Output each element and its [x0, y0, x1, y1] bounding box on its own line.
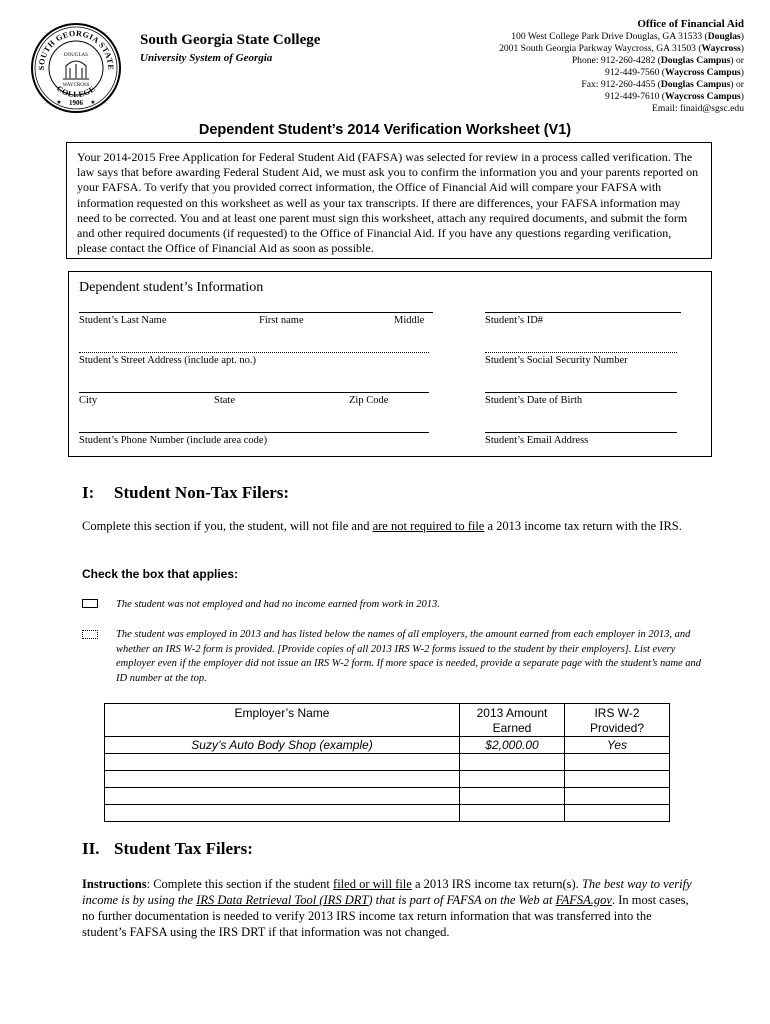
- w2-cell[interactable]: [565, 788, 670, 805]
- section2-title: Student Tax Filers:: [114, 839, 253, 858]
- email-label: Student’s Email Address: [485, 435, 589, 446]
- office-contact-block: [424, 18, 744, 115]
- intro-box: [66, 142, 712, 259]
- amount-cell[interactable]: [460, 754, 565, 771]
- example-amount: $2,000.00: [460, 737, 565, 754]
- section2-number: II.: [82, 839, 100, 858]
- option1-text: The student was not employed and had no income earned from work in 2013.: [116, 599, 440, 610]
- office-phone-waycross: 912-449-7560 (Waycross Campus): [605, 67, 744, 78]
- last-name-label: Student’s Last Name: [79, 315, 167, 326]
- ssn-field-line[interactable]: [485, 352, 677, 353]
- section2-heading: [82, 839, 253, 859]
- college-seal-logo: [30, 22, 122, 114]
- intro-text: Your 2014-2015 Free Application for Federal Student Aid (FAFSA) was selected for review in a process called verification. The law says that before awarding Federal Student Aid, we must ask you to confirm the information you and your parents reported on your FAFSA. To verify that you provided correct information, the Office of Financial Aid will compare your FAFSA with information requested on this worksheet as well as your tax transcripts. If there are differences, your FAFSA information may need to be corrected. You and at least one parent must sign this worksheet, attach any required documents, and submit the form and other required documents (if requested) to the Office of Financial Aid. If you have any questions regarding verification, please contact the Office of Financial Aid as soon as possible.: [77, 150, 699, 256]
- employer-name-cell[interactable]: [105, 754, 460, 771]
- dob-field-line[interactable]: [485, 392, 677, 393]
- w2-cell[interactable]: [565, 771, 670, 788]
- irs-drt-link[interactable]: IRS Data Retrieval Tool (IRS DRT: [196, 893, 369, 907]
- middle-name-label: Middle: [394, 315, 425, 326]
- seal-ring-bottom-text: COLLEGE: [54, 83, 98, 100]
- section1-description: Complete this section if you, the student, will not file and are not required to file a 2013 income tax return with the IRS.: [82, 519, 682, 533]
- section1-number: I:: [82, 483, 95, 502]
- street-field-line[interactable]: [79, 352, 429, 353]
- system-name: University System of Georgia: [140, 52, 273, 64]
- section1-heading: [82, 483, 289, 503]
- email-field-line[interactable]: [485, 432, 677, 433]
- table-row: [105, 754, 670, 771]
- example-w2: Yes: [565, 737, 670, 754]
- seal-star-right-icon: ★: [90, 100, 96, 106]
- phone-field-line[interactable]: [79, 432, 429, 433]
- amount-earned-header: 2013 Amount Earned: [460, 704, 565, 737]
- check-box-heading: Check the box that applies:: [82, 567, 239, 581]
- student-info-title: Dependent student’s Information: [79, 280, 264, 295]
- seal-center-bottom-text: WAYCROSS: [62, 83, 90, 88]
- phone-label: Student’s Phone Number (include area code): [79, 435, 268, 446]
- city-label: City: [79, 395, 98, 406]
- seal-arch-icon: [63, 61, 89, 79]
- office-title: Office of Financial Aid: [637, 18, 744, 30]
- amount-cell[interactable]: [460, 805, 565, 822]
- employer-table-header: [105, 704, 670, 737]
- w2-cell[interactable]: [565, 805, 670, 822]
- office-phone-douglas: Phone: 912-260-4282 (Douglas Campus) or: [571, 55, 744, 66]
- employer-name-cell[interactable]: [105, 771, 460, 788]
- employer-name-cell[interactable]: [105, 788, 460, 805]
- section2-instructions: Instructions: Complete this section if the student filed or will file a 2013 IRS income tax return(s). The best way to verify income is by using the IRS Data Retrieval Tool (IRS DRT) that is part of FAFSA on the Web at FAFSA.gov. In most cases, no further documentation is needed to verify 2013 IRS income tax return information that was transferred into the student’s FAFSA using the IRS DRT if that information was not changed.: [82, 877, 692, 939]
- student-id-field-line[interactable]: [485, 312, 681, 313]
- zip-label: Zip Code: [349, 395, 389, 406]
- amount-cell[interactable]: [460, 771, 565, 788]
- option1-checkbox[interactable]: [82, 599, 98, 608]
- street-label: Student’s Street Address (include apt. no.): [79, 355, 257, 366]
- w2-cell[interactable]: [565, 754, 670, 771]
- section1-title: Student Non-Tax Filers:: [114, 483, 290, 502]
- amount-cell[interactable]: [460, 788, 565, 805]
- table-row: [105, 771, 670, 788]
- employer-name-cell[interactable]: [105, 805, 460, 822]
- office-address-waycross: 2001 South Georgia Parkway Waycross, GA 31503 (Waycross): [499, 43, 744, 54]
- seal-ring-top-text: SOUTH GEORGIA STATE: [36, 28, 116, 71]
- document-title: Dependent Student’s 2014 Verification Worksheet (V1): [198, 122, 572, 138]
- first-name-label: First name: [259, 315, 304, 326]
- seal-center-top-text: DOUGLAS: [64, 53, 88, 58]
- office-email: Email: finaid@sgsc.edu: [652, 103, 744, 114]
- office-fax-waycross: 912-449-7610 (Waycross Campus): [605, 91, 744, 102]
- office-address-douglas: 100 West College Park Drive Douglas, GA 31533 (Douglas): [511, 31, 744, 42]
- example-employer-name: Suzy’s Auto Body Shop (example): [105, 737, 460, 754]
- employer-table: [104, 703, 670, 822]
- table-row-example: [105, 737, 670, 754]
- student-info-box: [68, 271, 712, 457]
- w2-provided-header: IRS W-2 Provided?: [565, 704, 670, 737]
- student-id-label: Student’s ID#: [485, 315, 544, 326]
- employer-name-header: Employer’s Name: [105, 704, 460, 737]
- city-state-zip-field-line[interactable]: [79, 392, 429, 393]
- table-row: [105, 788, 670, 805]
- seal-year-text: 1906: [69, 99, 83, 107]
- office-fax-douglas: Fax: 912-260-4455 (Douglas Campus) or: [581, 79, 744, 90]
- seal-star-left-icon: ★: [56, 100, 62, 106]
- table-row: [105, 805, 670, 822]
- option2-text: The student was employed in 2013 and has listed below the names of all employers, the amount earned from each employer in 2013, and whether an IRS W-2 form is provided. [Provide copies of all 2013 IRS W-2 forms issued to the student by their employers]. List every employer even if the employer did not issue an IRS W-2 form. If more space is needed, provide a separate page with the student’s name and ID number at the top.: [116, 629, 702, 684]
- ssn-label: Student’s Social Security Number: [485, 355, 628, 366]
- name-field-line[interactable]: [79, 312, 433, 313]
- state-label: State: [214, 395, 235, 406]
- option2-checkbox[interactable]: [82, 630, 98, 639]
- college-name: South Georgia State College: [140, 32, 321, 48]
- fafsa-gov-link[interactable]: FAFSA.gov: [555, 893, 612, 907]
- dob-label: Student’s Date of Birth: [485, 395, 583, 406]
